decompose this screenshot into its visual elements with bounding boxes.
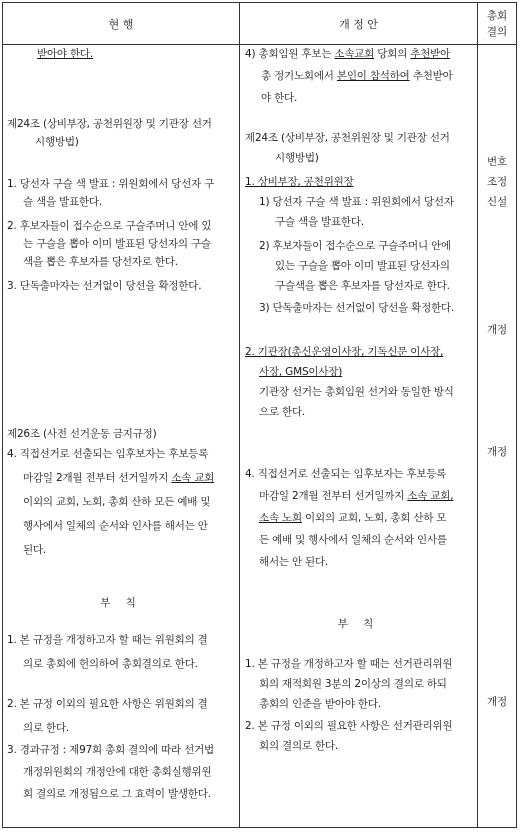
current-line: 받아야 한다.: [37, 48, 93, 60]
vote-note: 신설: [487, 196, 507, 208]
revision-section-1-item-cont: 구슬색을 뽑은 후보자를 당선자로 한다.: [275, 280, 450, 292]
header-vote-line2: 결의: [486, 25, 508, 38]
current-addendum-1-cont: 의로 총회에 헌의하여 총회결의로 한다.: [23, 658, 198, 670]
revision-item-4-cont: 총 정기노회에서 본인이 참석하여 추천받아: [261, 70, 453, 82]
current-article-26-text: 4. 직접선거로 선출되는 임후보자는 후보등록: [7, 448, 209, 460]
current-article-26-title: 제26조 (사전 선거운동 금지규정): [7, 428, 157, 440]
revision-section-1-item: 3) 단독출마자는 선거없이 당선을 확정한다.: [259, 302, 455, 314]
comparison-table: [2, 2, 517, 828]
current-addendum-3-cont: 회 결의로 개정됨으로 그 효력이 발생한다.: [23, 788, 211, 800]
vote-note: 개정: [487, 324, 507, 336]
revision-section-1-item: 1) 당선자 구슬 색 발표 : 위원회에서 당선자: [259, 196, 454, 208]
vote-note: 조정: [487, 176, 507, 188]
current-item-2-cont: 는 구슬을 뽑아 이미 발표된 당선자의 구슬: [23, 238, 211, 250]
current-item-2: 2. 후보자들이 접수순으로 구슬주머니 안에 있: [7, 220, 212, 232]
revision-article-26-text: 소속 노회 이외의 교회, 노회, 총회 산하 모: [259, 512, 447, 524]
current-item-1-cont: 슬 색을 발표한다.: [23, 196, 103, 208]
column-divider: [239, 3, 240, 827]
vote-note: 개정: [487, 446, 507, 458]
current-addendum-2-cont: 의로 한다.: [23, 722, 70, 734]
current-article-24-title: 제24조 (상비부장, 공천위원장 및 기관장 선거: [7, 118, 212, 130]
revision-article-26-text: 마감일 2개월 전부터 선거일까지 소속 교회,: [259, 490, 454, 502]
current-addendum-1: 1. 본 규정을 개정하고자 할 때는 위원회의 결: [7, 634, 208, 646]
revision-section-1-item: 2) 후보자들이 접수순으로 구슬주머니 안에: [259, 240, 451, 252]
vote-note: 개정: [487, 696, 507, 708]
current-addendum-2: 2. 본 규정 이외의 필요한 사항은 위원회의 결: [7, 698, 208, 710]
current-article-26-text: 마감일 2개월 전부터 선거일까지 소속 교회: [23, 472, 215, 484]
vote-note: 번호: [487, 156, 507, 168]
revision-item-4: 4) 총회임원 후보는 소속교회 당회의 추천받아: [245, 48, 451, 60]
revision-section-2: 2. 기관장(총신운영이사장, 기독신문 이사장,: [245, 346, 444, 358]
current-article-24-title-cont: 시행방법): [35, 136, 79, 148]
revision-item-4-cont: 야 한다.: [261, 92, 298, 104]
revision-section-1: 1. 상비부장, 공천위원장: [245, 176, 354, 188]
current-addendum-title: 부 칙: [100, 597, 142, 609]
header-current: 현 행: [108, 17, 134, 31]
current-item-2-cont: 색을 뽑은 후보자를 당선자로 한다.: [23, 256, 178, 268]
header-revision: 개 정 안: [339, 17, 378, 31]
revision-article-26-text: 해서는 안 된다.: [259, 556, 329, 568]
current-item-3: 3. 단독출마자는 선거없이 당선을 확정한다.: [7, 280, 202, 292]
revision-article-26-text: 든 예배 및 행사에서 일체의 순서와 인사를: [259, 534, 447, 546]
current-addendum-3-cont: 개정위원회의 개정안에 대한 총회실행위원: [23, 766, 212, 778]
revision-addendum-title: 부 칙: [337, 618, 380, 630]
revision-addendum-2: 2. 본 규정 이외의 필요한 사항은 선거관리위원: [245, 720, 453, 732]
revision-article-26-text: 4. 직접선거로 선출되는 임후보자는 후보등록: [245, 468, 447, 480]
revision-section-2-text: 기관장 선거는 총회임원 선거와 동일한 방식: [259, 386, 454, 398]
revision-section-1-item-cont: 구슬 색을 발표한다.: [275, 216, 364, 228]
current-item-1: 1. 당선자 구슬 색 발표 : 위원회에서 당선자 구: [7, 178, 215, 190]
revision-addendum-2-cont: 회의 결의로 한다.: [259, 740, 339, 752]
revision-addendum-1-cont: 회의 재적회원 3분의 2이상의 결의로 하되: [259, 678, 447, 690]
current-article-26-text: 행사에서 일체의 순서와 인사를 해서는 안: [23, 520, 208, 532]
current-article-26-text: 이외의 교회, 노회, 총회 산하 모든 예배 및: [23, 496, 211, 508]
revision-article-24-title: 제24조 (상비부장, 공천위원장 및 기관장 선거: [245, 132, 450, 144]
current-addendum-3: 3. 경과규정 : 제97회 총회 결의에 따라 선거법: [7, 744, 214, 756]
revision-section-1-item-cont: 있는 구슬을 뽑아 이미 발표된 당선자의: [275, 260, 450, 272]
revision-section-2-cont: 사장, GMS이사장): [259, 366, 343, 378]
revision-addendum-1: 1. 본 규정을 개정하고자 할 때는 선거관리위원: [245, 658, 453, 670]
header-vote-line1: 총회: [486, 9, 508, 22]
header-vote: [478, 3, 516, 44]
current-article-26-text: 된다.: [23, 544, 47, 556]
revision-article-24-title-cont: 시행방법): [275, 152, 319, 164]
revision-addendum-1-cont: 총회의 인준을 받아야 한다.: [259, 698, 381, 710]
revision-section-2-text: 으로 한다.: [259, 406, 306, 418]
